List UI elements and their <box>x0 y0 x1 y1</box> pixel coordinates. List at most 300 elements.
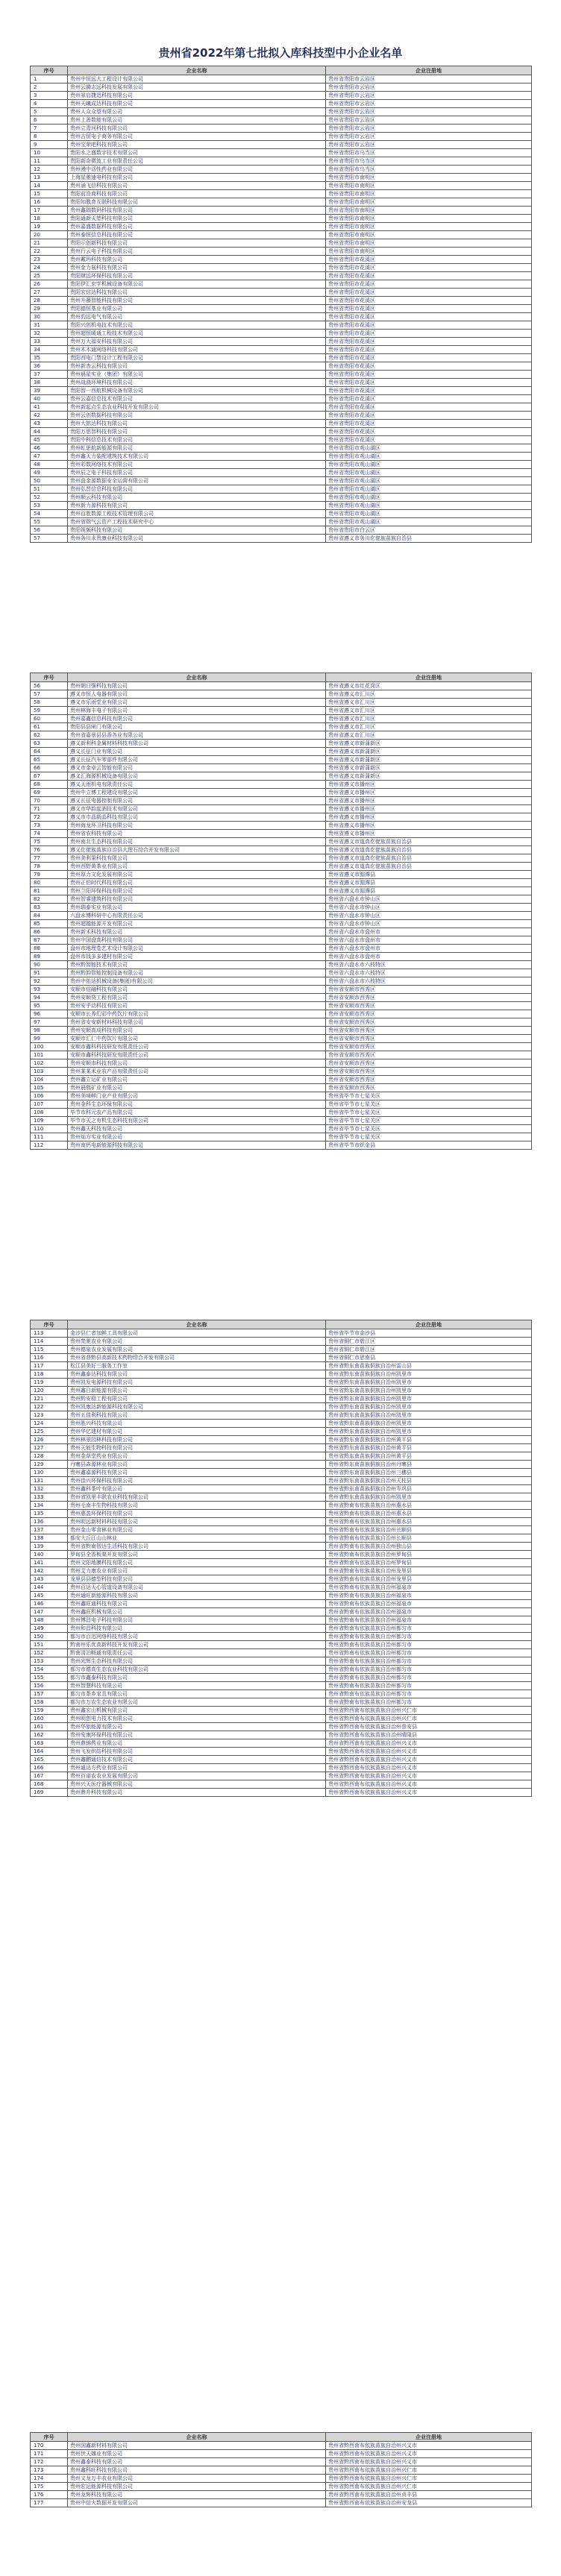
table-row <box>31 977 532 986</box>
row-index: 150 <box>31 1633 68 1641</box>
row-index: 120 <box>31 1387 68 1395</box>
row-location: 贵州省黔东南苗族侗族自治州天柱县 <box>326 1477 532 1485</box>
row-company-name: 贵阳示创新科技有限公司 <box>68 239 326 248</box>
row-index: 82 <box>31 895 68 904</box>
row-location: 贵州省黔东南苗族侗族自治州雷山县 <box>326 1362 532 1370</box>
row-location: 贵州省六盘水市钟山区 <box>326 895 532 904</box>
row-index: 27 <box>31 289 68 297</box>
row-location: 贵州省六盘水市钟山区 <box>326 920 532 928</box>
row-index: 43 <box>31 420 68 428</box>
row-company-name: 黔南州乐优高新科技开发有限公司 <box>68 1641 326 1649</box>
row-company-name: 贵州务川永贵康业科技有限公司 <box>68 535 326 543</box>
row-index: 2 <box>31 84 68 92</box>
row-company-name: 遵义仡佬族苗族自治县大理石综合开发有限公司 <box>68 846 326 854</box>
table-row <box>31 1477 532 1485</box>
table-row <box>31 797 532 805</box>
row-index: 113 <box>31 1329 68 1338</box>
table-row <box>31 223 532 231</box>
row-location: 贵州省黔西南布依族苗族自治州兴义市 <box>326 1764 532 1772</box>
row-index: 171 <box>31 2450 68 2458</box>
row-location: 贵州省遵义市湄潭县 <box>326 871 532 879</box>
table-row <box>31 2450 532 2458</box>
row-location: 贵州省贵阳市南明区 <box>326 198 532 207</box>
row-company-name: 都匀市茶乡家具有限公司 <box>68 1690 326 1698</box>
row-location: 贵州省贵阳市南明区 <box>326 239 532 248</box>
row-company-name: 六盘水博科研中心有限责任公司 <box>68 912 326 920</box>
row-company-name: 遵义汇海源机械设备有限公司 <box>68 772 326 781</box>
row-company-name: 贵州鑫天科技有限公司 <box>68 1125 326 1133</box>
header-company-name: 企业名称 <box>68 66 326 75</box>
row-company-name: 安顺市信融科技有限公司 <box>68 986 326 994</box>
row-location: 贵州省遵义市新蒲新区 <box>326 748 532 756</box>
row-index: 15 <box>31 190 68 198</box>
row-company-name: 贵州鑫旺机械有限公司 <box>68 1608 326 1616</box>
table-row <box>31 1338 532 1346</box>
row-index: 164 <box>31 1748 68 1756</box>
row-company-name: 贵州海龙环卫科技有限公司 <box>68 822 326 830</box>
row-location: 贵州省安顺市西秀区 <box>326 1010 532 1018</box>
row-company-name: 贵州中国盘高科技有限公司 <box>68 936 326 945</box>
row-index: 105 <box>31 1084 68 1092</box>
row-location: 贵州省贵阳市花溪区 <box>326 289 532 297</box>
row-company-name: 安顺市汇仁中药饮片有限公司 <box>68 1035 326 1043</box>
row-location: 贵州省遵义市播州区 <box>326 822 532 830</box>
table-row <box>31 231 532 239</box>
table-row <box>31 174 532 182</box>
row-company-name: 贵州新起点生态农业科技开发有限公司 <box>68 403 326 412</box>
table-row <box>31 362 532 371</box>
row-company-name: 贵阳兴创机电技术有限公司 <box>68 321 326 330</box>
table-row <box>31 412 532 420</box>
row-location: 贵州省黔东南苗族侗族自治州凯里市 <box>326 1370 532 1379</box>
table-row <box>31 690 532 699</box>
row-location: 贵州省毕节市织金县 <box>326 1141 532 1150</box>
row-location: 贵州省黔东南苗族侗族自治州黄平县 <box>326 1436 532 1444</box>
row-index: 143 <box>31 1575 68 1584</box>
row-company-name: 贵州国鑫新材料有限公司 <box>68 2442 326 2450</box>
row-company-name: 贵州鑫泰科技有限公司 <box>68 2458 326 2466</box>
table-row <box>31 75 532 84</box>
row-index: 16 <box>31 198 68 207</box>
row-index: 141 <box>31 1559 68 1567</box>
row-location: 贵州省安顺市西秀区 <box>326 994 532 1002</box>
row-index: 71 <box>31 805 68 813</box>
row-location: 贵州省贵阳市观山湖区 <box>326 485 532 494</box>
table-row <box>31 1092 532 1100</box>
row-company-name: 金沙县仁者加鲜工具有限公司 <box>68 1329 326 1338</box>
row-index: 122 <box>31 1403 68 1411</box>
table-row <box>31 469 532 477</box>
table-row <box>31 707 532 715</box>
table-row <box>31 1526 532 1534</box>
row-index: 133 <box>31 1493 68 1502</box>
row-location: 贵州省贵阳市南明区 <box>326 182 532 190</box>
table-page-2 <box>30 673 531 1150</box>
row-location: 贵州省六盘水市六枝特区 <box>326 961 532 969</box>
row-index: 154 <box>31 1666 68 1674</box>
row-company-name: 贵州南北生态科技有限公司 <box>68 838 326 846</box>
table-row <box>31 1534 532 1543</box>
row-index: 119 <box>31 1379 68 1387</box>
row-location: 贵州省贵阳市花溪区 <box>326 387 532 395</box>
row-location: 贵州省黔南布依族苗族自治州长顺县 <box>326 1534 532 1543</box>
row-location: 贵州省黔南布依族苗族自治州都匀市 <box>326 1649 532 1657</box>
row-index: 76 <box>31 846 68 854</box>
row-index: 158 <box>31 1698 68 1707</box>
row-company-name: 贵州立青河科技有限公司 <box>68 125 326 133</box>
row-company-name: 贵阳宏信达科技有限公司 <box>68 289 326 297</box>
row-company-name: 贵州泰恒信息科技有限公司 <box>68 231 326 239</box>
row-company-name: 贵州鑫鹏通信技术有限公司 <box>68 1756 326 1764</box>
row-index: 123 <box>31 1411 68 1420</box>
table-row <box>31 461 532 469</box>
table-row <box>31 822 532 830</box>
row-index: 108 <box>31 1109 68 1117</box>
row-company-name: 贵阳肆远环保科技有限公司 <box>68 272 326 280</box>
row-index: 157 <box>31 1690 68 1698</box>
row-location: 贵州省黔西南布依族苗族自治州贞丰县 <box>326 2491 532 2499</box>
row-company-name: 都安大丘江山山林业 <box>68 1534 326 1543</box>
row-index: 56 <box>31 526 68 535</box>
table-row <box>31 1584 532 1592</box>
row-location: 贵州省黔南布依族苗族自治州罗甸县 <box>326 1559 532 1567</box>
table-row <box>31 1764 532 1772</box>
row-location: 贵州省遵义市红花岗区 <box>326 682 532 690</box>
row-location: 贵州省毕节市七星关区 <box>326 1117 532 1125</box>
row-index: 174 <box>31 2475 68 2483</box>
table-row <box>31 1428 532 1436</box>
row-location: 贵州省遵义市湄潭县 <box>326 879 532 887</box>
row-location: 贵州省六盘水市盘州市 <box>326 945 532 953</box>
row-location: 贵州省黔西南布依族苗族自治州兴仁市 <box>326 1707 532 1715</box>
row-company-name: 都匀市万农生态农业有限公司 <box>68 1698 326 1707</box>
row-location: 贵州省黔东南苗族侗族自治州凯里市 <box>326 1420 532 1428</box>
row-company-name: 贵州人众众望有限公司 <box>68 108 326 116</box>
table-row <box>31 92 532 100</box>
table-row <box>31 756 532 764</box>
row-company-name: 贵阳通新天塑科技有限公司 <box>68 215 326 223</box>
row-company-name: 贵州厚力文化发展有限公司 <box>68 871 326 879</box>
row-location: 贵州省遵义市汇川区 <box>326 723 532 731</box>
row-index: 116 <box>31 1354 68 1362</box>
row-location: 贵州省黔西南布依族苗族自治州兴仁市 <box>326 2475 532 2483</box>
table-row <box>31 1666 532 1674</box>
row-index: 175 <box>31 2483 68 2491</box>
row-index: 52 <box>31 494 68 502</box>
row-location: 贵州省安顺市西秀区 <box>326 1043 532 1051</box>
row-company-name: 贵州省农科技有限公司 <box>68 830 326 838</box>
row-company-name: 贵州百诺农农业发展有限公司 <box>68 1772 326 1780</box>
row-index: 70 <box>31 797 68 805</box>
row-location: 贵州省黔西南布依族苗族自治州兴仁市 <box>326 2483 532 2491</box>
row-location: 贵州省黔东南苗族侗族自治州凯里市 <box>326 1428 532 1436</box>
table-row <box>31 764 532 772</box>
row-company-name: 都匀市百迅网络科技有限公司 <box>68 1633 326 1641</box>
table-row <box>31 502 532 510</box>
table-row <box>31 198 532 207</box>
row-location: 贵州省贵阳市南明区 <box>326 207 532 215</box>
row-index: 86 <box>31 928 68 936</box>
row-company-name: 贵州战骁环境科技有限公司 <box>68 379 326 387</box>
row-location: 贵州省黔东南苗族侗族自治州黄平县 <box>326 1444 532 1452</box>
row-company-name: 贵州美利果科技有限公司 <box>68 854 326 863</box>
row-location: 贵州省遵义市新蒲新区 <box>326 772 532 781</box>
table-row <box>31 100 532 108</box>
table-row <box>31 2475 532 2483</box>
row-company-name: 贵州华亿建材有限公司 <box>68 1428 326 1436</box>
row-company-name: 遵义长征门业有限公司 <box>68 748 326 756</box>
row-company-name: 安顺市鑫科科技研发有限责任公司 <box>68 1051 326 1059</box>
row-index: 118 <box>31 1370 68 1379</box>
row-company-name: 遵义新利科金属材料科技有限公司 <box>68 740 326 748</box>
row-company-name: 贵州豹远电气有限公司 <box>68 313 326 321</box>
table-row <box>31 289 532 297</box>
row-location: 贵州省贵阳市南明区 <box>326 190 532 198</box>
row-location: 贵州省贵阳市观山湖区 <box>326 477 532 485</box>
row-location: 贵州省贵阳市花溪区 <box>326 371 532 379</box>
row-company-name: 遵义长征汽车零部件有限公司 <box>68 756 326 764</box>
table-row <box>31 485 532 494</box>
table-row <box>31 1076 532 1084</box>
row-location: 贵州省毕节市七星关区 <box>326 1092 532 1100</box>
row-location: 贵州省贵阳市花溪区 <box>326 280 532 289</box>
row-company-name: 贵州金草堂药业有限公司 <box>68 1452 326 1461</box>
table-row <box>31 133 532 141</box>
row-index: 68 <box>31 781 68 789</box>
row-index: 121 <box>31 1395 68 1403</box>
row-index: 132 <box>31 1485 68 1493</box>
table-row <box>31 1690 532 1698</box>
row-location: 贵州省六盘水市六枝特区 <box>326 977 532 986</box>
row-index: 96 <box>31 1010 68 1018</box>
table-row <box>31 1493 532 1502</box>
row-index: 176 <box>31 2491 68 2499</box>
table-row <box>31 1616 532 1625</box>
table-row <box>31 157 532 166</box>
table-row <box>31 953 532 961</box>
row-location: 贵州省贵阳市花溪区 <box>326 313 532 321</box>
row-location: 贵州省黔南布依族苗族自治州龙里县 <box>326 1575 532 1584</box>
table-row <box>31 1559 532 1567</box>
row-company-name: 贵州明远新材料科技有限公司 <box>68 1518 326 1526</box>
table-row <box>31 1772 532 1780</box>
row-company-name: 上海星驰速电科技有限公司 <box>68 174 326 182</box>
row-location: 贵州省贵阳市花溪区 <box>326 412 532 420</box>
row-company-name: 贵阳伊汇宏学机械设备有限公司 <box>68 280 326 289</box>
table-row <box>31 264 532 272</box>
company-table <box>30 2432 532 2507</box>
row-company-name: 贵州超恒暖通工程技术有限公司 <box>68 330 326 338</box>
table-row <box>31 723 532 731</box>
row-location: 贵州省贵阳市观山湖区 <box>326 469 532 477</box>
row-index: 17 <box>31 207 68 215</box>
row-location: 贵州省贵阳市乌当区 <box>326 149 532 157</box>
row-company-name: 贵州光辉生态科技有限公司 <box>68 1657 326 1666</box>
row-index: 88 <box>31 945 68 953</box>
row-company-name: 遵义长征电器控制有限公司 <box>68 797 326 805</box>
row-company-name: 遵义天雨机电有限责任公司 <box>68 781 326 789</box>
table-row <box>31 1510 532 1518</box>
row-index: 50 <box>31 477 68 485</box>
table-row <box>31 494 532 502</box>
row-location: 贵州省毕节市七星关区 <box>326 1125 532 1133</box>
table-row <box>31 912 532 920</box>
row-company-name: 贵州胜兴科技有限公司 <box>68 1420 326 1428</box>
table-row <box>31 1403 532 1411</box>
row-location: 贵州省贵阳市南明区 <box>326 231 532 239</box>
row-index: 136 <box>31 1518 68 1526</box>
row-company-name: 贵州鑫立运矿业有限公司 <box>68 1076 326 1084</box>
row-company-name: 贵州弘晋信息科技有限公司 <box>68 485 326 494</box>
row-company-name: 贵州安康环保科技有限公司 <box>68 1731 326 1739</box>
row-index: 162 <box>31 1731 68 1739</box>
row-location: 贵州省贵阳市花溪区 <box>326 354 532 362</box>
row-index: 20 <box>31 231 68 239</box>
row-company-name: 贵州晨星实业（集团）有限公司 <box>68 371 326 379</box>
row-location: 贵州省安顺市西秀区 <box>326 1002 532 1010</box>
row-index: 37 <box>31 371 68 379</box>
row-index: 110 <box>31 1125 68 1133</box>
row-location: 贵州省黔东南苗族侗族自治州凯里市 <box>326 1493 532 1502</box>
table-row <box>31 1452 532 1461</box>
row-location: 贵州省六盘水市钟山区 <box>326 912 532 920</box>
table-row <box>31 682 532 690</box>
table-row <box>31 1756 532 1764</box>
row-index: 4 <box>31 100 68 108</box>
row-company-name: 贵州省嘉景县县香各业有限公司 <box>68 731 326 740</box>
table-row <box>31 1485 532 1493</box>
row-index: 73 <box>31 822 68 830</box>
row-index: 45 <box>31 436 68 444</box>
row-company-name: 贵州百胜数源工程技术管理有限公司 <box>68 510 326 518</box>
row-company-name: 贵州安顺高成科技有限公司 <box>68 1027 326 1035</box>
row-location: 贵州省贵阳市花溪区 <box>326 321 532 330</box>
row-index: 31 <box>31 321 68 330</box>
row-company-name: 贵州顺云科技有限公司 <box>68 494 326 502</box>
table-row <box>31 453 532 461</box>
row-company-name: 贵州和昌科技有限公司 <box>68 1625 326 1633</box>
table-row <box>31 1600 532 1608</box>
row-company-name: 贵州朝日强科技有限公司 <box>68 682 326 690</box>
row-location: 贵州省黔东南苗族侗族自治州凯里市 <box>326 1379 532 1387</box>
row-location: 贵州省黔西南布依族苗族自治州兴义市 <box>326 2450 532 2458</box>
row-location: 贵州省黔西南布依族苗族自治州兴仁市 <box>326 2466 532 2475</box>
table-row <box>31 272 532 280</box>
row-company-name: 贵州智慧科技有限公司 <box>68 1682 326 1690</box>
row-location: 贵州省黔南布依族苗族自治州福泉市 <box>326 1616 532 1625</box>
table-row <box>31 1633 532 1641</box>
row-company-name: 贵州戴玛科技有限公司 <box>68 256 326 264</box>
row-location: 贵州省黔南布依族苗族自治州龙里县 <box>326 1567 532 1575</box>
table-header-row <box>31 66 532 75</box>
row-location: 贵州省黔东南苗族侗族自治州凯里市 <box>326 1411 532 1420</box>
row-company-name: 贵州通旺新能源科技有限公司 <box>68 1592 326 1600</box>
row-company-name: 贵阳新奇微波工业有限责任公司 <box>68 157 326 166</box>
header-index: 序号 <box>31 66 68 75</box>
row-company-name: 贵州盘金源数据安全运营有限公司 <box>68 477 326 485</box>
table-row <box>31 1387 532 1395</box>
row-location: 贵州省安顺市西秀区 <box>326 1076 532 1084</box>
row-location: 贵州省黔西南布依族苗族自治州兴仁市 <box>326 1715 532 1723</box>
table-header-row <box>31 1320 532 1329</box>
header-company-name: 企业名称 <box>68 1320 326 1329</box>
table-row <box>31 2458 532 2466</box>
header-company-name: 企业名称 <box>68 2433 326 2442</box>
row-company-name: 贵州虹思航新能源有限公司 <box>68 444 326 453</box>
row-location: 贵州省六盘水市钟山区 <box>326 904 532 912</box>
row-index: 98 <box>31 1027 68 1035</box>
table-row <box>31 1543 532 1551</box>
row-index: 142 <box>31 1567 68 1575</box>
row-location: 贵州省遵义市道真仡佬族苗族自治县 <box>326 846 532 854</box>
row-company-name: 贵州美味鲜门业产业有限公司 <box>68 1092 326 1100</box>
row-index: 57 <box>31 535 68 543</box>
row-location: 贵州省安顺市西秀区 <box>326 986 532 994</box>
row-location: 贵州省黔南布依族苗族自治州福泉市 <box>326 1600 532 1608</box>
row-company-name: 贵州辰之电子科技有限公司 <box>68 469 326 477</box>
row-index: 115 <box>31 1346 68 1354</box>
table-page-4 <box>30 2432 531 2507</box>
table-row <box>31 313 532 321</box>
row-location: 贵州省遵义市汇川区 <box>326 715 532 723</box>
row-company-name: 贵州义龙万丰农业有限公司 <box>68 2475 326 2483</box>
table-row <box>31 1567 532 1575</box>
row-index: 1 <box>31 75 68 84</box>
row-location: 贵州省铜仁市思南县 <box>326 1354 532 1362</box>
header-index: 序号 <box>31 2433 68 2442</box>
table-row <box>31 354 532 362</box>
row-index: 153 <box>31 1657 68 1666</box>
table-row <box>31 969 532 977</box>
row-index: 63 <box>31 740 68 748</box>
table-row <box>31 1059 532 1068</box>
row-location: 贵州省黔东南苗族侗族自治州凯里市 <box>326 1403 532 1411</box>
row-index: 148 <box>31 1616 68 1625</box>
row-location: 贵州省遵义市汇川区 <box>326 699 532 707</box>
row-index: 109 <box>31 1117 68 1125</box>
row-company-name: 贵州凯发电源科技有限公司 <box>68 1379 326 1387</box>
row-index: 90 <box>31 961 68 969</box>
row-location: 贵州省铜仁市碧江区 <box>326 1346 532 1354</box>
row-company-name: 贵州梵驰农业有限公司 <box>68 1338 326 1346</box>
row-company-name: 贵州新禾科技有限公司 <box>68 928 326 936</box>
table-row <box>31 772 532 781</box>
table-row <box>31 84 532 92</box>
row-location: 贵州省贵阳市南明区 <box>326 215 532 223</box>
row-location: 贵州省贵阳市云岩区 <box>326 133 532 141</box>
row-company-name: 贵州天能生物科技有限公司 <box>68 1444 326 1452</box>
row-company-name: 贵州省瑞气云资产工程技术研究中心 <box>68 518 326 526</box>
row-company-name: 贵州黔韵智能控制设备有限公司 <box>68 969 326 977</box>
row-index: 42 <box>31 412 68 420</box>
row-company-name: 都匀市鑫泰科技有限公司 <box>68 1674 326 1682</box>
table-row <box>31 477 532 485</box>
table-row <box>31 1715 532 1723</box>
table-row <box>31 338 532 346</box>
row-location: 贵州省贵阳市花溪区 <box>326 330 532 338</box>
row-location: 贵州省贵阳市花溪区 <box>326 420 532 428</box>
row-index: 28 <box>31 297 68 305</box>
row-company-name: 贵州灿方实业有限公司 <box>68 1133 326 1141</box>
row-company-name: 贵阳水之盛数字技术有限公司 <box>68 149 326 157</box>
row-index: 32 <box>31 330 68 338</box>
table-row <box>31 1027 532 1035</box>
row-company-name: 盘州市钱多多建材有限公司 <box>68 953 326 961</box>
table-row <box>31 846 532 854</box>
row-company-name: 贵州鼎升科技有限公司 <box>68 1789 326 1797</box>
row-company-name: 遵义市华韵起酒技术有限公司 <box>68 805 326 813</box>
table-row <box>31 986 532 994</box>
